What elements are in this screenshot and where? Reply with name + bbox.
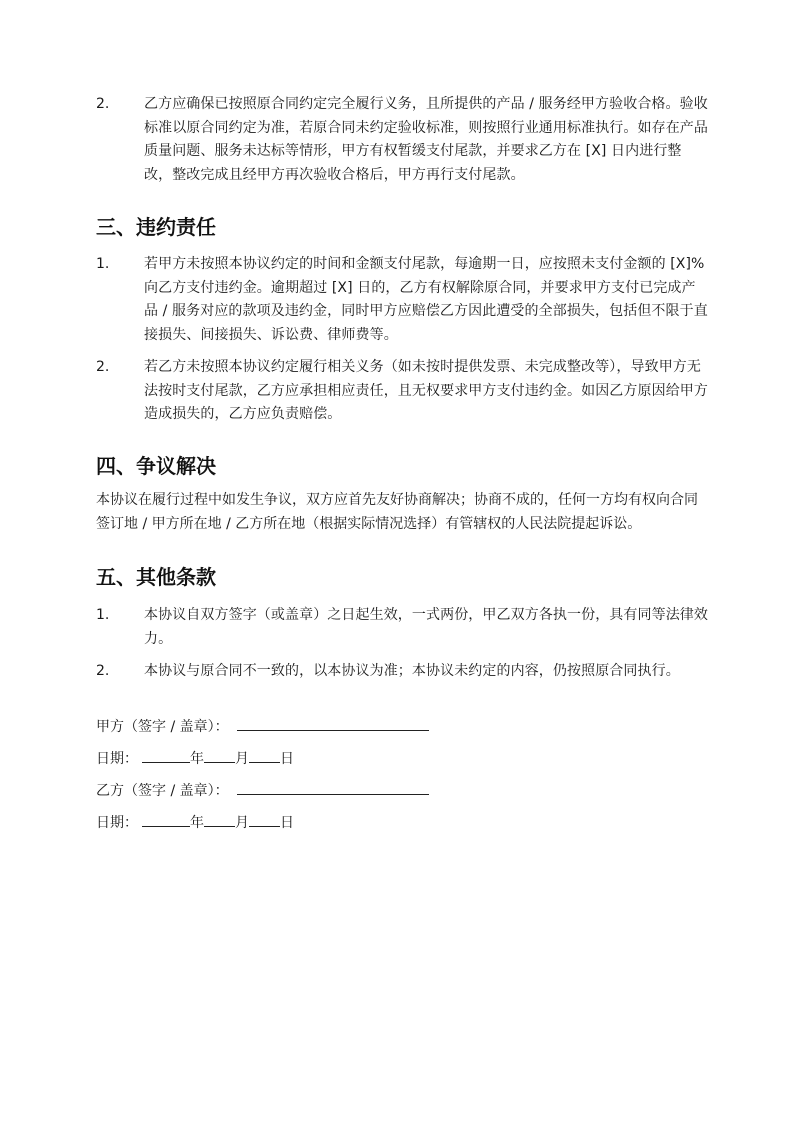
party-b-signature-line[interactable] — [237, 780, 429, 795]
party-b-date-row — [96, 812, 294, 833]
day-blank[interactable] — [249, 812, 280, 827]
year-blank[interactable] — [142, 748, 190, 763]
list-item — [96, 604, 708, 651]
item-text: 本协议与原合同不一致的，以本协议为准；本协议未约定的内容，仍按照原合同执行。 — [144, 663, 680, 679]
dispute-paragraph: 本协议在履行过程中如发生争议，双方应首先友好协商解决；协商不成的，任何一方均有权向合同签订地 / 甲方所在地 / 乙方所在地（根据实际情况选择）有管辖权的人民法院提起诉讼。 — [96, 492, 698, 532]
party-a-signature-line[interactable] — [237, 716, 429, 731]
section-heading-dispute: 四、争议解决 — [96, 454, 216, 478]
party-b-signature-label: 乙方（签字 / 盖章）： — [96, 783, 229, 799]
section-heading-other: 五、其他条款 — [96, 565, 216, 589]
date-label: 日期： — [96, 751, 138, 767]
month-label: 月 — [235, 751, 249, 767]
party-a-signature-row — [96, 716, 429, 737]
item-text: 若乙方未按照本协议约定履行相关义务（如未按时提供发票、未完成整改等），导致甲方无法按时支付尾款，乙方应承担相应责任，且无权要求甲方支付违约金。如因乙方原因给甲方造成损失的，乙方应负责赔偿。 — [144, 359, 708, 422]
year-label: 年 — [190, 751, 204, 767]
item-number: 2. — [96, 663, 110, 679]
date-label: 日期： — [96, 815, 138, 831]
month-blank[interactable] — [204, 748, 235, 763]
item-text: 若甲方未按照本协议约定的时间和金额支付尾款，每逾期一日，应按照未支付金额的 [X]% 向乙方支付违约金。逾期超过 [X] 日的，乙方有权解除原合同，并要求甲方支付已完成产品 / 服务对应的款项及违约金，同时甲方应赔偿乙方因此遭受的全部损失，包括但不限于直接损失、间接损失、诉讼费、律师费等。 — [144, 256, 708, 343]
year-label: 年 — [190, 815, 204, 831]
day-label: 日 — [280, 751, 294, 767]
item-text: 本协议自双方签字（或盖章）之日起生效，一式两份，甲乙双方各执一份，具有同等法律效力。 — [144, 607, 708, 647]
list-item — [96, 93, 708, 187]
item-number: 2. — [96, 359, 110, 375]
day-blank[interactable] — [249, 748, 280, 763]
year-blank[interactable] — [142, 812, 190, 827]
item-text: 乙方应确保已按照原合同约定完全履行义务，且所提供的产品 / 服务经甲方验收合格。验收标准以原合同约定为准，若原合同未约定验收标准，则按照行业通用标准执行。如存在产品质量问题、服务未达标等情形，甲方有权暂缓支付尾款，并要求乙方在 [X] 日内进行整改，整改完成且经甲方再次验收合格后，甲方再行支付尾款。 — [144, 96, 708, 183]
party-b-signature-row — [96, 780, 429, 801]
item-number: 1. — [96, 256, 110, 272]
list-item — [96, 660, 708, 684]
list-item — [96, 356, 708, 427]
month-blank[interactable] — [204, 812, 235, 827]
month-label: 月 — [235, 815, 249, 831]
party-a-date-row — [96, 748, 294, 769]
item-number: 1. — [96, 607, 110, 623]
party-a-signature-label: 甲方（签字 / 盖章）： — [96, 719, 229, 735]
item-number: 2. — [96, 96, 110, 112]
day-label: 日 — [280, 815, 294, 831]
list-item — [96, 253, 708, 347]
section-heading-breach: 三、违约责任 — [96, 215, 216, 239]
